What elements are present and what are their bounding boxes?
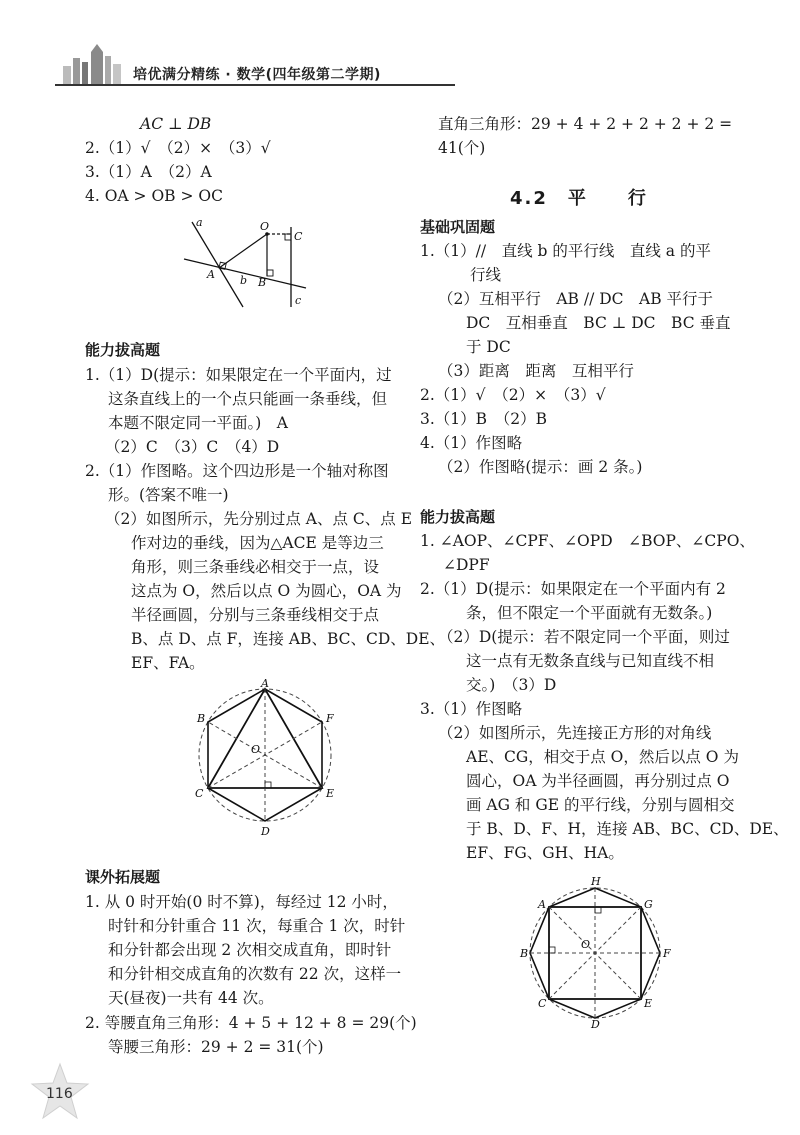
answer-line: 和分针都会出现 2 次相交成直角，即时针 (108, 941, 392, 959)
fig2-label-E: E (326, 787, 335, 800)
fig3-label-C: C (538, 997, 547, 1010)
answer-line: （2）如图所示，先分别过点 A、点 C、点 E (105, 510, 413, 528)
fig2-label-O: O (251, 743, 261, 756)
answer-line: 这点为 O，然后以点 O 为圆心，OA 为 (131, 582, 402, 600)
answer-line: 直角三角形：29 + 4 + 2 + 2 + 2 + 2 = (438, 115, 733, 133)
answer-line: 等腰三角形：29 + 2 = 31(个) (108, 1038, 324, 1056)
answer-line: EF、FA。 (131, 654, 205, 672)
fig3-label-F: F (663, 947, 671, 960)
figure-perpendicular (180, 212, 320, 317)
figure-octagon (520, 875, 680, 1031)
answer-line: 1.（1）D(提示：如果限定在一个平面内，过 (85, 366, 392, 384)
page-number-badge (30, 1062, 90, 1122)
fig1-label-c: c (295, 294, 302, 307)
fig3-label-A: A (538, 898, 546, 911)
answer-line: 这条直线上的一个点只能画一条垂线，但 (108, 390, 388, 408)
fig1-label-a: a (196, 216, 203, 229)
answer-line: （2）D(提示：若不限定同一个平面，则过 (438, 628, 730, 646)
answer-line: 3.（1）B （2）B (420, 410, 548, 428)
fig3-label-H: H (591, 875, 601, 888)
answer-line: 形。(答案不唯一) (108, 486, 229, 504)
fig3-label-E: E (644, 997, 653, 1010)
fig3-label-O: O (581, 938, 591, 951)
answer-line: 本题不限定同一平面。) A (108, 414, 288, 432)
answer-line: 1.（1）// 直线 b 的平行线 直线 a 的平 (420, 242, 711, 260)
answer-line: 41(个) (438, 139, 486, 157)
answer-line: 2.（1）作图略。这个四边形是一个轴对称图 (85, 462, 389, 480)
answer-line: 2. 等腰直角三角形：4 + 5 + 12 + 8 = 29(个) (85, 1014, 417, 1032)
header-rule (55, 84, 455, 86)
fig1-label-C: C (294, 230, 303, 243)
answer-line: 3.（1）作图略 (420, 700, 523, 718)
answer-line: 角形，则三条垂线必相交于一点，设 (131, 558, 380, 576)
header-decoration (55, 40, 133, 86)
chapter-title: 4.2 平 行 (510, 188, 648, 209)
fig2-label-D: D (261, 825, 270, 838)
fig1-label-B: B (258, 276, 267, 289)
answer-line: 交。) （3）D (466, 676, 557, 694)
answer-line: ∠DPF (443, 556, 490, 574)
answer-line: 画 AG 和 GE 的平行线，分别与圆相交 (466, 796, 735, 814)
answer-line: 于 DC (466, 338, 511, 356)
fig1-label-O: O (260, 220, 270, 233)
answer-line: 条，但不限定一个平面就有无数条。) (466, 604, 713, 622)
answer-line: 和分针相交成直角的次数有 22 次，这样一 (108, 965, 402, 983)
fig1-label-b: b (240, 274, 248, 287)
answer-line: B、点 D、点 F，连接 AB、BC、CD、DE、 (131, 630, 446, 648)
answer-line: 时针和分针重合 11 次，每重合 1 次，时针 (108, 917, 406, 935)
answer-line: 3.（1）A （2）A (85, 163, 212, 181)
answer-line: （2）如图所示，先连接正方形的对角线 (438, 724, 712, 742)
answer-line: AC ⊥ DB (140, 115, 212, 133)
answer-line: 天(昼夜)一共有 44 次。 (108, 989, 274, 1007)
fig3-label-G: G (644, 898, 653, 911)
answer-line: 2.（1）√ （2）× （3）√ (85, 139, 271, 157)
answer-line: 1. 从 0 时开始(0 时不算)，每经过 12 小时， (85, 893, 398, 911)
answer-line: 这一点有无数条直线与已知直线不相 (466, 652, 715, 670)
answer-line: EF、FG、GH、HA。 (466, 844, 624, 862)
figure-hexagon (195, 677, 345, 840)
fig1-label-A: A (207, 268, 215, 281)
answer-line: （2）互相平行 AB // DC AB 平行于 (438, 290, 714, 308)
section-heading: 能力拔高题 (85, 341, 161, 359)
answer-line: 行线 (470, 266, 502, 284)
answer-line: 4.（1）作图略 (420, 434, 523, 452)
answer-line: 2.（1）√ （2）× （3）√ (420, 386, 606, 404)
fig2-label-A: A (261, 677, 269, 690)
page-number: 116 (46, 1086, 73, 1102)
answer-line: DC 互相垂直 BC ⊥ DC BC 垂直 (466, 314, 731, 332)
fig3-label-D: D (591, 1018, 600, 1031)
answer-line: （2）作图略(提示：画 2 条。) (438, 458, 643, 476)
answer-line: 1. ∠AOP、∠CPF、∠OPD ∠BOP、∠CPO、 (420, 532, 755, 550)
header-title: 培优满分精练 · 数学(四年级第二学期) (133, 67, 381, 83)
fig2-label-C: C (195, 787, 204, 800)
fig3-label-B: B (520, 947, 529, 960)
section-heading: 课外拓展题 (85, 868, 161, 886)
answer-line: AE、CG，相交于点 O，然后以点 O 为 (466, 748, 739, 766)
fig2-label-F: F (326, 712, 334, 725)
section-heading: 能力拔高题 (420, 508, 496, 526)
answer-line: 2.（1）D(提示：如果限定在一个平面内有 2 (420, 580, 726, 598)
answer-line: （3）距离 距离 互相平行 (438, 362, 634, 380)
section-heading: 基础巩固题 (420, 218, 496, 236)
answer-line: 半径画圆，分别与三条垂线相交于点 (131, 606, 380, 624)
answer-line: 4. OA > OB > OC (85, 187, 223, 205)
answer-line: 圆心，OA 为半径画圆，再分别过点 O (466, 772, 730, 790)
answer-line: 作对边的垂线，因为△ACE 是等边三 (131, 534, 384, 552)
page-header (55, 40, 515, 90)
answer-line: 于 B、D、F、H，连接 AB、BC、CD、DE、 (466, 820, 789, 838)
fig2-label-B: B (197, 712, 206, 725)
answer-line: （2）C （3）C （4）D (105, 438, 280, 456)
